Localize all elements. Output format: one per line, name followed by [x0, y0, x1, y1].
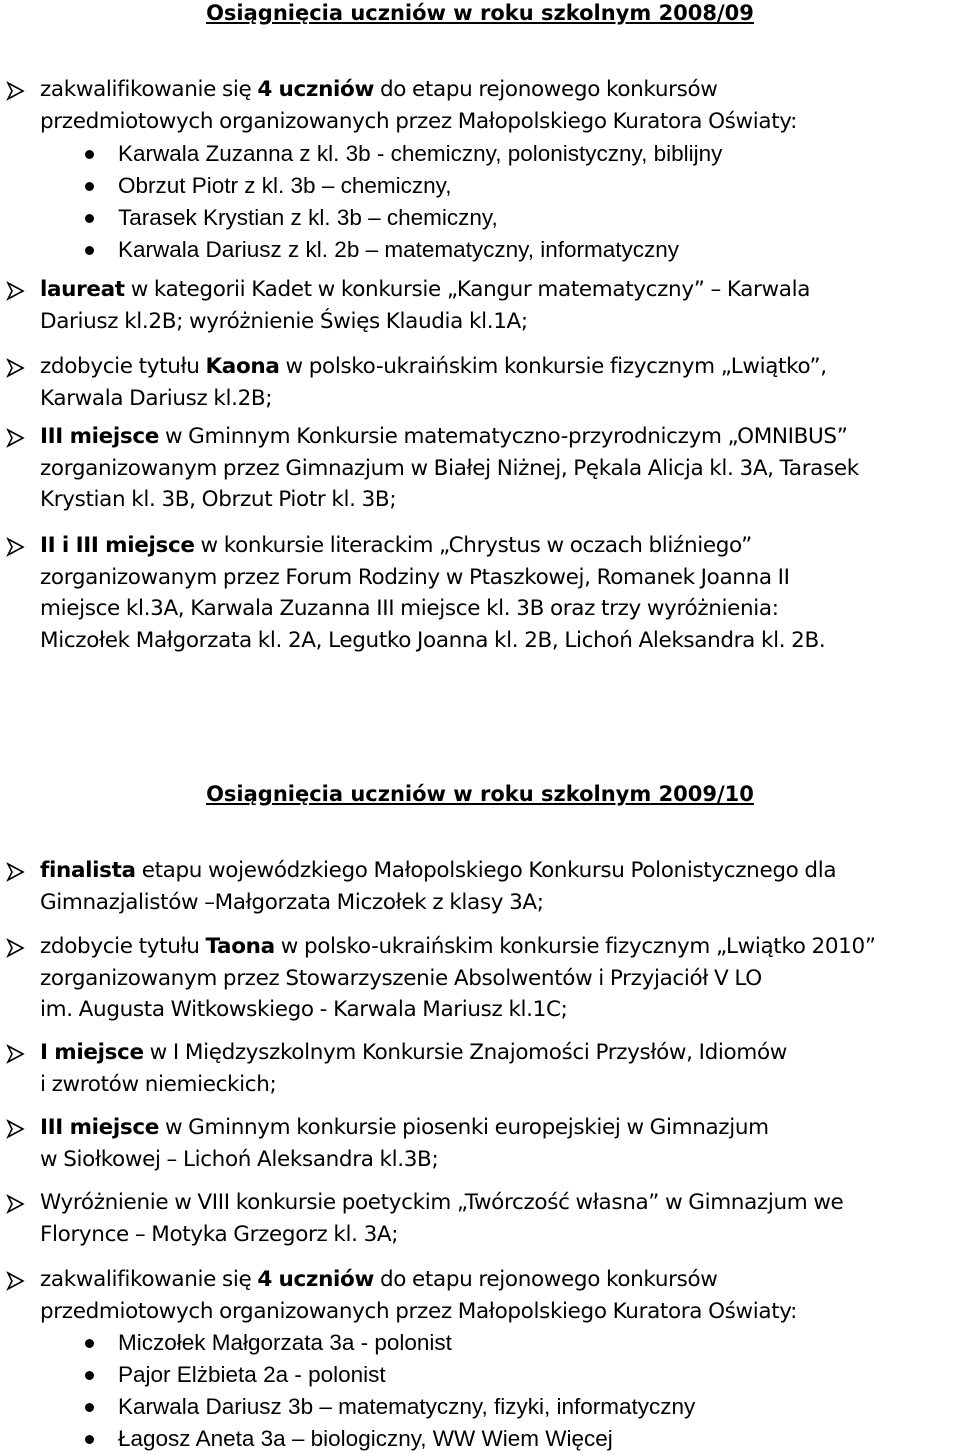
- round-bullet-icon: [85, 182, 94, 191]
- round-bullet-icon: [85, 246, 94, 255]
- emphasis-text: I miejsce: [40, 1040, 144, 1065]
- list-item-line: [40, 106, 955, 138]
- round-bullet-icon: [85, 1339, 94, 1348]
- body-text: zorganizowanym przez Stowarzyszenie Absolwentów i Przyjaciół V LO: [40, 965, 762, 991]
- body-text: Miczołek Małgorzata kl. 2A, Legutko Joanna kl. 2B, Lichoń Aleksandra kl. 2B.: [40, 627, 826, 653]
- list-item-line: [40, 562, 955, 594]
- list-item-line: [40, 855, 955, 887]
- arrowhead-bullet-icon: [6, 1270, 26, 1292]
- body-text: zakwalifikowanie się: [40, 77, 258, 102]
- sub-list-item-text: Łagosz Aneta 3a – biologiczny, WW Wiem Więcej: [118, 1426, 613, 1451]
- list-item-line: [40, 530, 955, 562]
- body-text: w Siołkowej – Lichoń Aleksandra kl.3B;: [40, 1146, 439, 1172]
- arrowhead-bullet-icon: [6, 937, 26, 959]
- arrowhead-bullet-icon: [6, 861, 26, 883]
- body-text: Wyróżnienie w VIII konkursie poetyckim „Twórczość własna” w Gimnazjum we: [40, 1190, 844, 1215]
- list-item-line: [40, 1144, 955, 1176]
- list-item-line: [40, 306, 955, 338]
- list-item-line: [40, 994, 955, 1026]
- round-bullet-icon: [85, 1435, 94, 1444]
- sub-list-item-text: Karwala Dariusz z kl. 2b – matematyczny, informatyczny: [118, 237, 680, 262]
- arrowhead-bullet-icon: [6, 536, 26, 558]
- body-text: przedmiotowych organizowanych przez Małopolskiego Kuratora Oświaty:: [40, 1298, 797, 1324]
- sub-list-item-text: Karwala Zuzanna z kl. 3b - chemiczny, polonistyczny, biblijny: [118, 141, 723, 166]
- list-item-line: [40, 1037, 955, 1069]
- emphasis-text: Kaona: [205, 354, 280, 379]
- list-item-line: [40, 1219, 955, 1251]
- body-text: zorganizowanym przez Gimnazjum w Białej Niżnej, Pękala Alicja kl. 3A, Tarasek: [40, 455, 859, 481]
- list-item-line: [40, 931, 955, 963]
- list-item-line: [40, 484, 955, 516]
- body-text: Florynce – Motyka Grzegorz kl. 3A;: [40, 1221, 399, 1247]
- body-text: zorganizowanym przez Forum Rodziny w Ptaszkowej, Romanek Joanna II: [40, 564, 790, 590]
- body-text: im. Augusta Witkowskiego - Karwala Mariusz kl.1C;: [40, 997, 568, 1022]
- body-text: i zwrotów niemieckich;: [40, 1071, 277, 1097]
- arrowhead-bullet-icon: [6, 1043, 26, 1065]
- list-item-line: [40, 453, 955, 485]
- list-item-line: [40, 593, 955, 625]
- body-text: w konkursie literackim „Chrystus w oczach bliźniego”: [194, 533, 752, 558]
- list-item-line: [40, 1069, 955, 1101]
- round-bullet-icon: [85, 214, 94, 223]
- body-text: Karwala Dariusz kl.2B;: [40, 385, 273, 411]
- arrowhead-bullet-icon: [6, 1193, 26, 1215]
- round-bullet-icon: [85, 1371, 94, 1380]
- body-text: zakwalifikowanie się: [40, 1267, 258, 1292]
- body-text: w polsko-ukraińskim konkursie fizycznym „Lwiątko”,: [279, 354, 827, 379]
- body-text: w I Międzyszkolnym Konkursie Znajomości Przysłów, Idiomów: [143, 1040, 787, 1065]
- emphasis-text: Taona: [205, 934, 275, 959]
- list-item-line: [40, 1112, 955, 1144]
- body-text: zdobycie tytułu: [40, 354, 206, 379]
- body-text: zdobycie tytułu: [40, 934, 206, 959]
- sub-list-item-text: Karwala Dariusz 3b – matematyczny, fizyki, informatyczny: [118, 1394, 696, 1419]
- body-text: do etapu rejonowego konkursów: [373, 1267, 718, 1292]
- emphasis-text: 4 uczniów: [257, 1267, 374, 1292]
- list-item-line: [40, 421, 955, 453]
- emphasis-text: laureat: [40, 277, 125, 302]
- sub-list-item-text: Tarasek Krystian z kl. 3b – chemiczny,: [118, 205, 498, 230]
- emphasis-text: III miejsce: [40, 424, 159, 449]
- list-item-line: [40, 1264, 955, 1296]
- list-item-line: [40, 383, 955, 415]
- section-heading-2009-10: Osiągnięcia uczniów w roku szkolnym 2009/10: [206, 782, 754, 806]
- emphasis-text: II i III miejsce: [40, 533, 195, 558]
- emphasis-text: III miejsce: [40, 1115, 159, 1140]
- list-item-line: [40, 74, 955, 106]
- body-text: Gimnazjalistów –Małgorzata Miczołek z klasy 3A;: [40, 889, 544, 915]
- list-item-line: [40, 1296, 955, 1328]
- list-item-line: [40, 351, 955, 383]
- body-text: etapu wojewódzkiego Małopolskiego Konkursu Polonistycznego dla: [135, 858, 837, 883]
- list-item-line: [40, 274, 955, 306]
- body-text: miejsce kl.3A, Karwala Zuzanna III miejsce kl. 3B oraz trzy wyróżnienia:: [40, 596, 779, 621]
- body-text: przedmiotowych organizowanych przez Małopolskiego Kuratora Oświaty:: [40, 108, 797, 134]
- arrowhead-bullet-icon: [6, 427, 26, 449]
- sub-list-item-text: Pajor Elżbieta 2a - polonist: [118, 1362, 386, 1387]
- body-text: do etapu rejonowego konkursów: [373, 77, 718, 102]
- list-item-line: [40, 1187, 955, 1219]
- arrowhead-bullet-icon: [6, 280, 26, 302]
- emphasis-text: 4 uczniów: [257, 77, 374, 102]
- body-text: Dariusz kl.2B; wyróżnienie Święs Klaudia kl.1A;: [40, 308, 528, 334]
- body-text: w polsko-ukraińskim konkursie fizycznym „Lwiątko 2010”: [274, 934, 876, 959]
- list-item-line: [40, 887, 955, 919]
- emphasis-text: finalista: [40, 858, 136, 883]
- arrowhead-bullet-icon: [6, 357, 26, 379]
- round-bullet-icon: [85, 150, 94, 159]
- arrowhead-bullet-icon: [6, 1118, 26, 1140]
- arrowhead-bullet-icon: [6, 80, 26, 102]
- list-item-line: [40, 625, 955, 657]
- sub-list-item-text: Obrzut Piotr z kl. 3b – chemiczny,: [118, 173, 452, 198]
- body-text: w Gminnym konkursie piosenki europejskiej w Gimnazjum: [158, 1115, 769, 1140]
- sub-list-item-text: Miczołek Małgorzata 3a - polonist: [118, 1330, 452, 1355]
- body-text: Krystian kl. 3B, Obrzut Piotr kl. 3B;: [40, 487, 397, 512]
- list-item-line: [40, 963, 955, 995]
- body-text: w Gminnym Konkursie matematyczno-przyrodniczym „OMNIBUS”: [158, 424, 848, 449]
- round-bullet-icon: [85, 1403, 94, 1412]
- body-text: w kategorii Kadet w konkursie „Kangur matematyczny” – Karwala: [124, 277, 811, 302]
- section-heading-2008-09: Osiągnięcia uczniów w roku szkolnym 2008/09: [206, 1, 754, 25]
